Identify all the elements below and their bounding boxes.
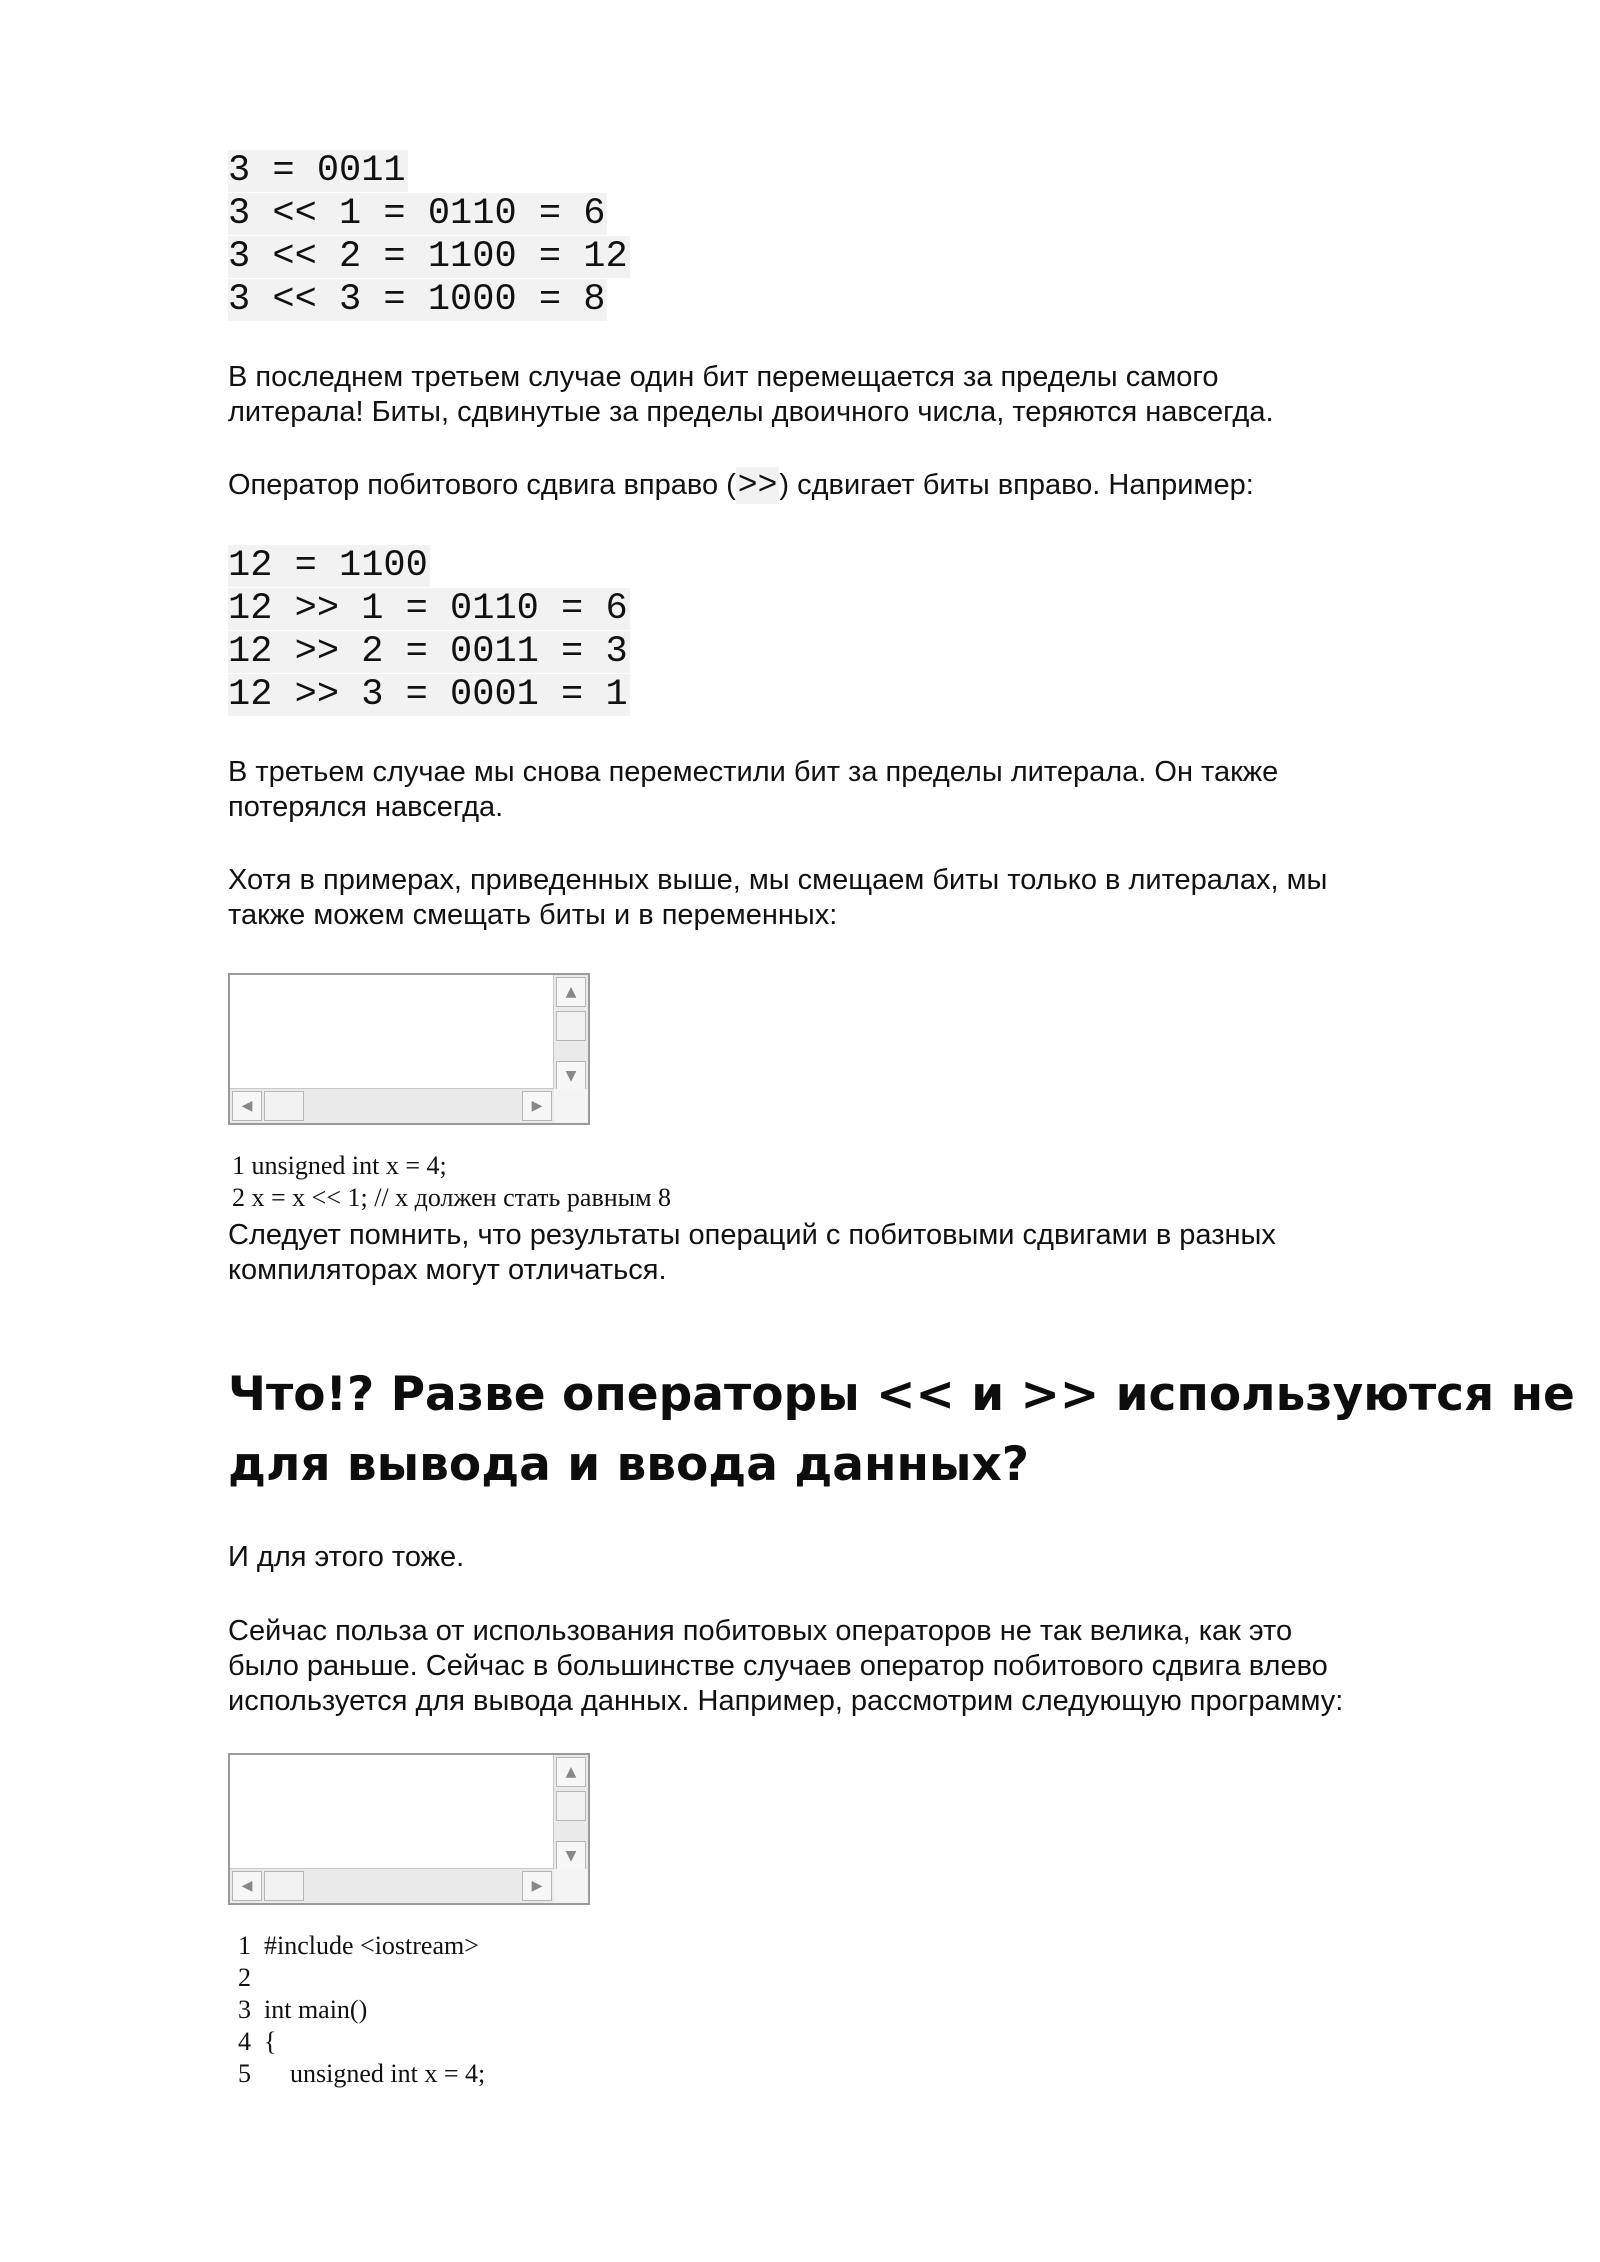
text-line: используется для вывода данных. Например, рассмотрим следующую программу: <box>228 1685 1344 1717</box>
code-line: 3 << 3 = 1000 = 8 <box>228 279 606 321</box>
heading-line: для вывода и ввода данных? <box>228 1437 1030 1492</box>
text-fragment: ) сдвигает биты вправо. Например: <box>779 469 1254 501</box>
text-fragment: Оператор побитового сдвига вправо ( <box>228 469 736 501</box>
code-listing <box>238 1930 485 2090</box>
code-viewer[interactable] <box>228 973 590 1125</box>
text-line: И для этого тоже. <box>228 1541 465 1573</box>
scroll-left-icon[interactable]: ◀ <box>232 1091 262 1121</box>
text-line: также можем смещать биты и в переменных: <box>228 899 838 931</box>
paragraph-variables <box>228 863 1488 933</box>
section-heading <box>228 1360 1575 1500</box>
paragraph-usage-now <box>228 1614 1488 1719</box>
code-viewer[interactable] <box>228 1753 590 1905</box>
shift-right-example <box>228 545 630 717</box>
text-line: Хотя в примерах, приведенных выше, мы смещаем биты только в литералах, мы <box>228 864 1328 896</box>
code-row: 1 unsigned int x = 4; <box>232 1151 447 1180</box>
heading-line: Что!? Разве операторы << и >> используются не <box>228 1367 1575 1422</box>
code-line: 3 << 1 = 0110 = 6 <box>228 193 606 235</box>
scroll-left-icon[interactable]: ◀ <box>232 1871 262 1901</box>
scroll-thumb[interactable] <box>556 1791 586 1821</box>
scroll-thumb[interactable] <box>264 1091 304 1121</box>
code-row: 4 { <box>238 2027 277 2056</box>
code-line: 12 = 1100 <box>228 545 428 587</box>
code-row: 3 int main() <box>238 1995 368 2024</box>
paragraph-also <box>228 1540 1488 1575</box>
scroll-up-icon[interactable]: ▲ <box>556 1757 586 1787</box>
code-row: 1 #include <iostream> <box>238 1931 479 1960</box>
horizontal-scrollbar[interactable] <box>230 1868 554 1903</box>
code-line: 3 << 2 = 1100 = 12 <box>228 236 628 278</box>
scroll-corner <box>554 1089 588 1123</box>
paragraph-compilers <box>228 1218 1488 1288</box>
text-line: было раньше. Сейчас в большинстве случаев оператор побитового сдвига влево <box>228 1650 1328 1682</box>
text-line: литерала! Биты, сдвинутые за пределы двоичного числа, теряются навсегда. <box>228 396 1274 428</box>
scroll-up-icon[interactable]: ▲ <box>556 977 586 1007</box>
code-line: 3 = 0011 <box>228 150 406 192</box>
code-row: 2 x = x << 1; // x должен стать равным 8 <box>232 1183 672 1212</box>
code-listing <box>232 1150 671 1214</box>
code-row: 2 <box>238 1963 251 1992</box>
code-line: 12 >> 1 = 0110 = 6 <box>228 588 628 630</box>
inline-code: >> <box>737 467 778 504</box>
text-line <box>228 468 1488 503</box>
code-line: 12 >> 2 = 0011 = 3 <box>228 631 628 673</box>
paragraph-lost-bit <box>228 360 1488 430</box>
text-line: потерялся навсегда. <box>228 791 504 823</box>
text-line: Сейчас польза от использования побитовых операторов не так велика, как это <box>228 1615 1293 1647</box>
vertical-scrollbar[interactable] <box>553 1755 588 1873</box>
paragraph-shift-right-intro <box>228 468 1488 503</box>
scroll-right-icon[interactable]: ▶ <box>522 1871 552 1901</box>
text-line: Следует помнить, что результаты операций с побитовыми сдвигами в разных <box>228 1219 1276 1251</box>
shift-left-example <box>228 150 630 322</box>
horizontal-scrollbar[interactable] <box>230 1088 554 1123</box>
paragraph-lost-again <box>228 755 1488 825</box>
code-line: 12 >> 3 = 0001 = 1 <box>228 674 628 716</box>
scroll-corner <box>554 1869 588 1903</box>
text-line: В последнем третьем случае один бит перемещается за пределы самого <box>228 361 1219 393</box>
vertical-scrollbar[interactable] <box>553 975 588 1093</box>
scroll-right-icon[interactable]: ▶ <box>522 1091 552 1121</box>
scroll-thumb[interactable] <box>556 1011 586 1041</box>
text-line: В третьем случае мы снова переместили бит за пределы литерала. Он также <box>228 756 1279 788</box>
text-line: компиляторах могут отличаться. <box>228 1254 667 1286</box>
code-row: 5 unsigned int x = 4; <box>238 2059 486 2088</box>
scroll-down-icon[interactable]: ▼ <box>556 1841 586 1871</box>
scroll-thumb[interactable] <box>264 1871 304 1901</box>
scroll-down-icon[interactable]: ▼ <box>556 1061 586 1091</box>
